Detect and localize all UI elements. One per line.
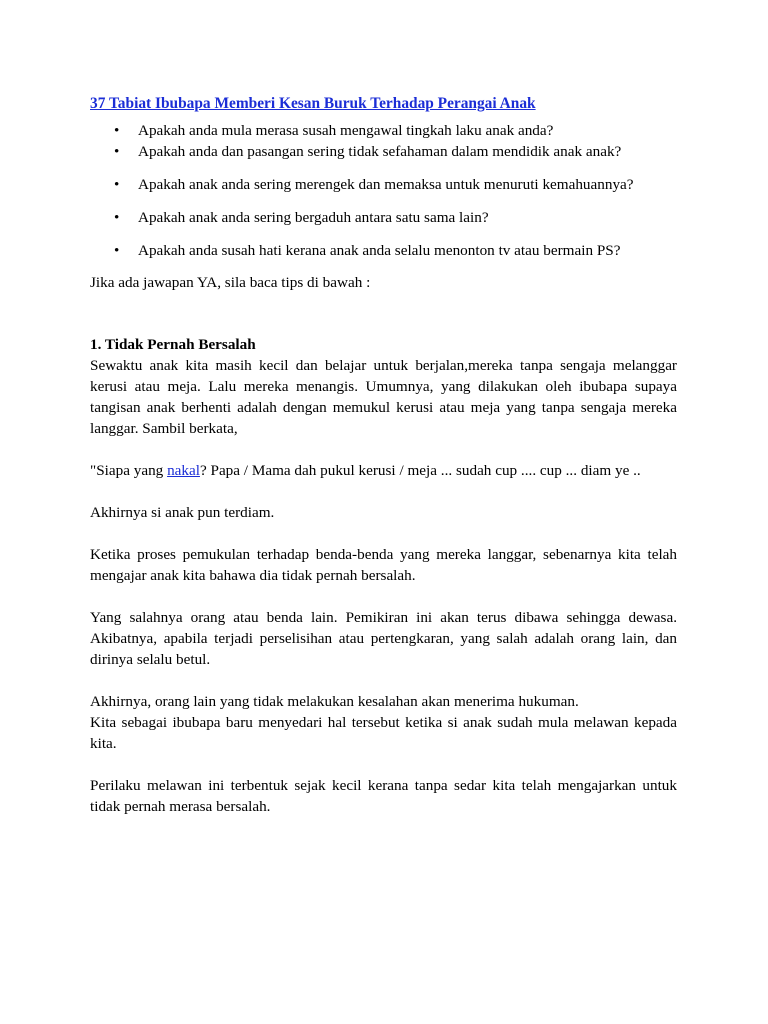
- paragraph: Kita sebagai ibubapa baru menyedari hal tersebut ketika si anak sudah mula melawan kepada kita.: [90, 714, 677, 752]
- quote-text-start: "Siapa yang: [90, 462, 168, 479]
- question-item: • Apakah anda mula merasa susah mengawal tingkah laku anak anda?: [90, 120, 677, 141]
- paragraph: Akhirnya si anak pun terdiam.: [90, 504, 275, 521]
- question-list: [90, 120, 677, 261]
- question-item: • Apakah anak anda sering bergaduh antara satu sama lain?: [90, 207, 677, 228]
- paragraph: Sewaktu anak kita masih kecil dan belajar untuk berjalan,mereka tanpa sengaja melanggar kerusi atau meja. Lalu mereka menangis. Umumnya, yang dilakukan oleh ibubapa supaya tangisan anak berhenti adalah dengan memukul kerusi atau meja yang tanpa sengaja mereka langgar. Sambil berkata,: [90, 357, 677, 437]
- paragraph: Akhirnya, orang lain yang tidak melakukan kesalahan akan menerima hukuman.: [90, 693, 579, 710]
- quote-paragraph: [90, 460, 677, 481]
- nakal-link[interactable]: nakal: [167, 462, 200, 479]
- intro-text: Jika ada jawapan YA, sila baca tips di bawah :: [90, 274, 371, 291]
- section-heading: 1. Tidak Pernah Bersalah: [90, 336, 256, 353]
- paragraph: Ketika proses pemukulan terhadap benda-benda yang mereka langgar, sebenarnya kita telah mengajar anak kita bahawa dia tidak pernah bersalah.: [90, 546, 677, 584]
- question-item: • Apakah anda dan pasangan sering tidak sefahaman dalam mendidik anak anak?: [90, 141, 677, 162]
- question-item: • Apakah anda susah hati kerana anak anda selalu menonton tv atau bermain PS?: [90, 240, 677, 261]
- question-item: • Apakah anak anda sering merengek dan memaksa untuk menuruti kemahuannya?: [90, 174, 677, 195]
- quote-text-end: ? Papa / Mama dah pukul kerusi / meja ... sudah cup .... cup ... diam ye ..: [199, 462, 641, 479]
- paragraph: Yang salahnya orang atau benda lain. Pemikiran ini akan terus dibawa sehingga dewasa. Akibatnya, apabila terjadi perselisihan atau pertengkaran, yang salah adalah orang lain, dan dirinya selalu betul.: [90, 609, 677, 668]
- document-body: [90, 93, 677, 817]
- article-title-link[interactable]: 37 Tabiat Ibubapa Memberi Kesan Buruk Terhadap Perangai Anak: [90, 95, 536, 112]
- paragraph: Perilaku melawan ini terbentuk sejak kecil kerana tanpa sedar kita telah mengajarkan untuk tidak pernah merasa bersalah.: [90, 777, 677, 815]
